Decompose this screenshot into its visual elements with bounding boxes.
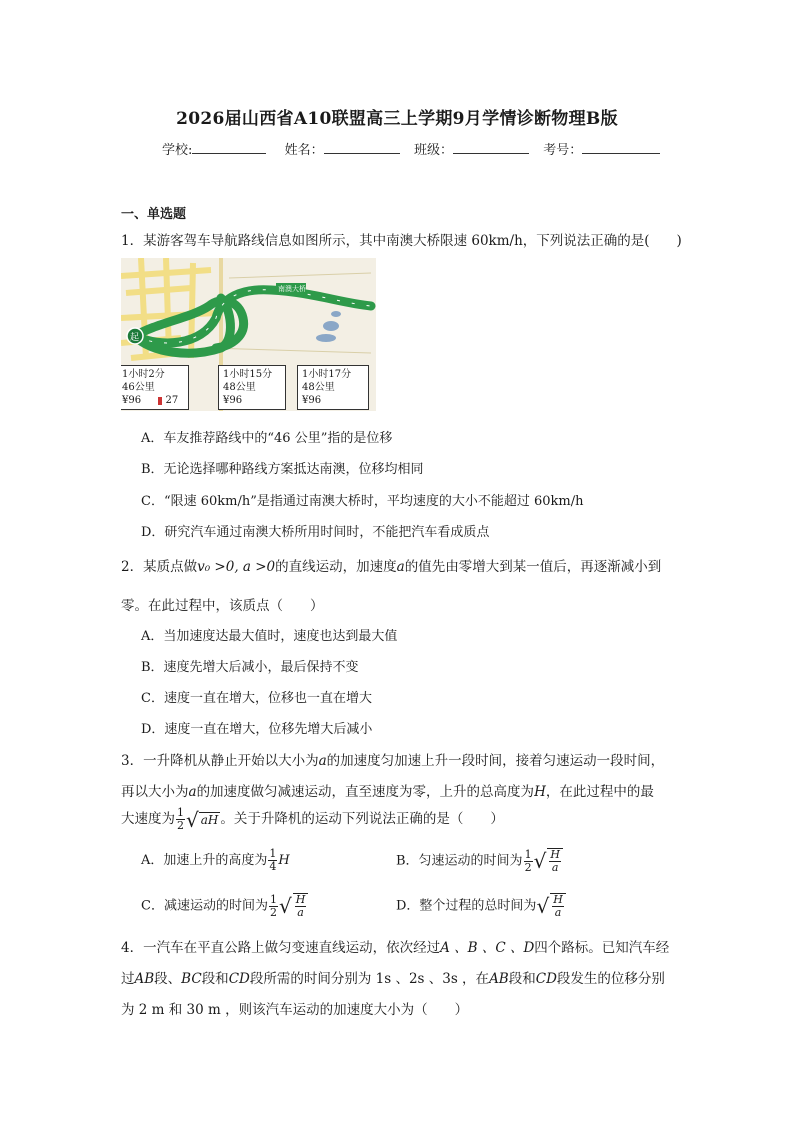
- q3-option-a-text: A．加速上升的高度为: [141, 853, 268, 868]
- q1-option-b[interactable]: B．无论选择哪种路线方案抵达南澳，位移均相同: [141, 462, 424, 477]
- q4-points: A 、B 、C 、D: [440, 940, 535, 956]
- q3-l1b: 的加速度匀加速上升一段时间，接着匀速运动一段时间，: [326, 753, 665, 769]
- q2-stem-c: 的值先由零增大到某一值后，再逐渐减小到: [404, 559, 662, 575]
- name-blank[interactable]: [324, 140, 400, 154]
- q3-option-a-h: H: [278, 853, 290, 868]
- start-marker-label: 起: [130, 333, 140, 343]
- q2-var-a: a: [396, 559, 405, 575]
- q2-stem-b: 的直线运动，加速度: [275, 559, 397, 575]
- q3-option-d[interactable]: D．整个过程的总时间为√ $\frac{H}{a}$: [396, 893, 567, 919]
- q4-stem-line1: [121, 936, 669, 956]
- q4-l1a: 4．一汽车在平直公路上做匀变速直线运动，依次经过: [121, 940, 441, 956]
- exam-title: 2026届山西省A10联盟高三上学期9月学情诊断物理B版: [176, 109, 618, 129]
- q2-option-b[interactable]: B．速度先增大后减小，最后保持不变: [141, 660, 359, 675]
- fraction-one-quarter: $\frac{1}{4}$: [269, 847, 277, 873]
- q3-l2a: 再以大小为: [121, 784, 189, 800]
- q1-stem: 1．某游客驾车导航路线信息如图所示，其中南澳大桥限速 60km/h，下列说法正确的是( ): [121, 233, 682, 249]
- q2-option-d[interactable]: D．速度一直在增大，位移先增大后减小: [141, 722, 373, 737]
- sqrt-h-over-a: √ $\frac{H}{a}$: [534, 848, 564, 874]
- q4-cd: CD: [228, 971, 250, 987]
- class-blank[interactable]: [453, 140, 529, 154]
- q3-l1a: 3．一升降机从静止开始以大小为: [121, 753, 319, 769]
- route-2-cost: ¥96: [223, 395, 243, 406]
- q1-option-d[interactable]: D．研究汽车通过南澳大桥所用时间时，不能把汽车看成质点: [141, 525, 490, 540]
- q1-option-c[interactable]: C．“限速 60km/h”是指通过南澳大桥时，平均速度的大小不能超过 60km/h: [141, 494, 584, 509]
- q4-bc: BC: [181, 971, 202, 987]
- class-label: 班级：: [413, 143, 453, 158]
- q3-option-c-text: C．减速运动的时间为: [141, 898, 268, 914]
- school-label: 学校:: [162, 143, 193, 158]
- q4-ab: AB: [134, 971, 155, 987]
- q3-option-d-text: D．整个过程的总时间为: [396, 898, 537, 914]
- route-card-3[interactable]: [297, 365, 369, 410]
- bridge-label: 南澳大桥: [278, 285, 306, 293]
- route-card-1[interactable]: [121, 365, 189, 410]
- q3-option-a[interactable]: [141, 848, 290, 873]
- q3-var-h: H: [534, 784, 546, 800]
- q3-l3a: 大速度为: [121, 811, 175, 827]
- q2-option-c[interactable]: C．速度一直在增大，位移也一直在增大: [141, 691, 372, 706]
- route-1-time: 1小时2分: [122, 369, 165, 380]
- sqrt-ah: √ aH: [186, 807, 219, 832]
- route-1-lights: 27: [165, 395, 179, 406]
- section-heading: 一、单选题: [121, 207, 187, 222]
- student-info-row: [162, 139, 660, 158]
- q4-stem-line2: 过AB段、BC段和CD段所需的时间分别为 1s 、2s 、3s ，在AB段和CD段发生的位移分别: [121, 971, 665, 987]
- fraction-one-half: $\frac{1}{2}$: [177, 806, 184, 832]
- q3-var-a: a: [318, 753, 327, 769]
- q3-l3b: 。关于升降机的运动下列说法正确的是（ ）: [220, 811, 504, 827]
- q3-stem-line1: [121, 749, 664, 769]
- q4-stem-line3: 为 2 m 和 30 m ，则该汽车运动的加速度大小为（ ）: [121, 1002, 469, 1018]
- q4-l1b: 四个路标。已知汽车经: [534, 940, 670, 956]
- route-1-cost: ¥96: [122, 395, 142, 406]
- q3-l2c: ，在此过程中的最: [545, 784, 654, 800]
- q3-l2b: 的加速度做匀减速运动，直至速度为零，上升的总高度为: [196, 784, 535, 800]
- q3-var-a-2: a: [188, 784, 197, 800]
- q3-option-c[interactable]: C．减速运动的时间为 $\frac{1}{2}$ √ $\frac{H}{a}$: [141, 893, 309, 919]
- q3-stem-line2: [121, 780, 654, 800]
- q1-option-a[interactable]: A．车友推荐路线中的“46 公里”指的是位移: [141, 431, 393, 446]
- q2-stem-line1: [121, 555, 661, 575]
- route-1-distance: 46公里: [122, 382, 155, 393]
- school-blank[interactable]: [192, 140, 266, 154]
- navigation-map-figure: [121, 258, 376, 411]
- route-3-cost: ¥96: [302, 395, 322, 406]
- route-card-2[interactable]: [218, 365, 286, 410]
- exam-no-blank[interactable]: [582, 140, 660, 154]
- route-2-distance: 48公里: [223, 382, 256, 393]
- q3-stem-line3: [121, 807, 504, 832]
- name-label: 姓名：: [284, 143, 324, 158]
- q2-stem-line2: 零。在此过程中，该质点（ ）: [121, 598, 324, 614]
- route-3-distance: 48公里: [302, 382, 335, 393]
- q2-stem-a: 2．某质点做: [121, 559, 198, 575]
- q2-condition: v₀ >0, a >0: [197, 559, 276, 575]
- traffic-light-icon: [158, 397, 162, 405]
- route-3-time: 1小时17分: [302, 369, 352, 380]
- q2-option-a[interactable]: A．当加速度达最大值时，速度也达到最大值: [141, 629, 398, 644]
- exam-no-label: 考号：: [543, 143, 583, 158]
- q3-option-b-text: B．匀速运动的时间为: [396, 853, 523, 869]
- route-2-time: 1小时15分: [223, 369, 273, 380]
- q3-option-b[interactable]: B．匀速运动的时间为 $\frac{1}{2}$ √ $\frac{H}{a}$: [396, 848, 564, 874]
